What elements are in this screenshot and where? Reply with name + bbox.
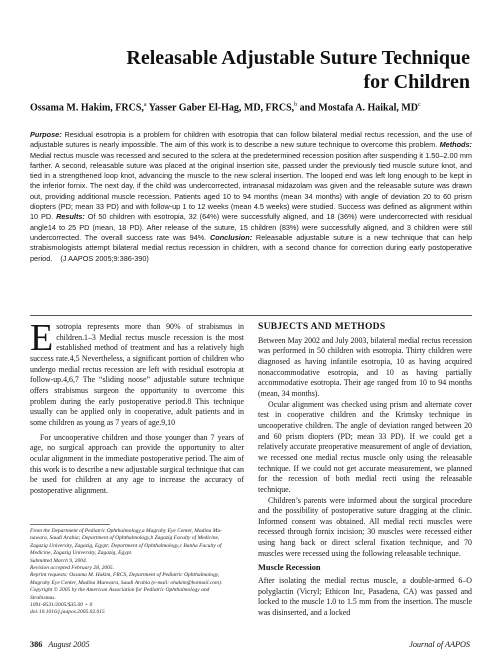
footnote-line: Copyright © 2005 by the American Association for Pediatric Ophthalmology and — [30, 587, 210, 594]
abstract-methods-label: Methods: — [439, 140, 472, 150]
footnote-line: Revision accepted February 28, 2005. — [30, 565, 115, 572]
issue-date: August 2005 — [48, 640, 90, 649]
footnote-line: From the Department of Pediatric Ophthalmology,a Magraby Eye Center, Madina Mu- — [30, 528, 222, 534]
abstract — [30, 130, 472, 264]
abstract-purpose-text: Residual esotropia is a problem for children with esotropia that can follow bilateral medial rectus recession, and the use of adjustable sutures is nearly impossible. The aim of this work is to describe a new suture technique to overcome this problem. — [30, 130, 472, 150]
muscle-recession-heading: Muscle Recession — [258, 563, 321, 573]
footnote-line: Zagazig University, Zagazig, Egypt; Department of Ophthalmology,c Banha Faculty of — [30, 542, 222, 549]
intro-p1-text: sotropia represents more than 90% of strabismus in children.1–3 Medial rectus muscle recession is the most established method of treatment and has a relatively high success rate.4,5 Nevertheless, a significant portion of children who undergo medial rectus recession are left with residual esotropia at follow-up.4,6,7 The “sliding noose” adjustable suture technique offers strabismus surgeon the opportunity to overcome this problem during the early postoperative period.8 This technique usually can be applied only in cooperative, adult patients and in some children as young as 7 years of age.9,10 — [30, 322, 244, 427]
footnote-line: nawara, Saudi Arabia; Department of Ophthalmology,b Zagazig Faculty of Medicine, — [30, 535, 220, 542]
methods-paragraph-2: Ocular alignment was checked using prism and alternate cover test in cooperative children and the Krimsky technique in uncooperative children. The angle of deviation ranged between 20 and 60 prism diopters (PD; mean 33 PD). If we could get a relatively accurate preoperative measurement of angle of deviation, we recessed one medial rectus muscle only using the releasable technique. If we could not get accurate measurement, we planned for the recession of both medial recti using the releasable technique. — [258, 399, 472, 494]
footer-left — [30, 640, 90, 649]
abstract-results-label: Results: — [56, 212, 85, 222]
footnote-line: doi:10.1016/j.jaapos.2005.02.015 — [30, 609, 105, 616]
author-3-affil: c — [418, 102, 421, 108]
footnote-line: Submitted March 9, 2004. — [30, 557, 88, 564]
article-title — [30, 46, 470, 94]
author-list — [30, 102, 470, 113]
abstract-methods-text: Medial rectus muscle was recessed and secured to the sclera at the predetermined recession position after suspending it 1.50–2.00 mm farther. A second, releasable suture was placed at the original insertion site, passed under the previously tied muscle suture knot, and tied in a strengthened loop knot, advancing the muscle to the new scleral insertion. The looped end was left long enough to be kept in the inferior fornix. The next day, if the child was undercorrected, intranasal midazolam was given and the releasable suture was drawn out, providing additional muscle recession. Patients aged 10 to 94 months (mean 34 months) with angle of deviation 20 to 60 prism diopters (PD; mean 33 PD) and with follow-up 1 to 12 weeks (mean 4.5 weeks) were studied. Success was defined as alignment within 10 PD. — [30, 150, 472, 222]
footnote-line: Reprint requests: Ossama M. Hakim, FRCS, Department of Pediatric Ophthalmology, — [30, 572, 220, 579]
author-3: and Mostafa A. Haikal, MD — [297, 102, 419, 114]
title-line-2: for Children — [363, 71, 470, 93]
footnote-line: Strabismus. — [30, 594, 56, 601]
abstract-citation: (J AAPOS 2005;9:386-390) — [52, 253, 149, 263]
left-column — [30, 317, 244, 497]
author-1-affil: a — [143, 102, 147, 108]
abstract-results-text: Of 50 children with esotropia, 32 (64%) were successfully aligned, and 18 (36%) were undercorrected with residual angle14 to 25 PD (mean, 18 PD). After release of the suture, 15 children (83%) were successfully aligned, and 3 children were still undercorrected. The overall success rate was 94%. — [30, 212, 472, 242]
journal-name: Journal of AAPOS — [409, 640, 470, 649]
methods-heading: SUBJECTS AND METHODS — [258, 322, 386, 332]
abstract-conclusion-text: Releasable adjustable suture is a new technique that can help strabismologists attempt bilateral medial rectus recession in children, with a second chance for correction during early postoperative period. — [30, 232, 473, 263]
footnote-line: Magraby Eye Center, Madina Munwara, Saudi Arabia (e-mail: ohakim@hotmail.com). — [30, 579, 223, 586]
author-2-affil: b — [294, 102, 298, 108]
footnote-line: Medicine, Zagazig University, Zagazig, Egypt. — [30, 550, 133, 557]
footnotes — [30, 528, 244, 617]
abstract-conclusion-label: Conclusion: — [209, 232, 253, 242]
drop-cap: E — [30, 317, 54, 359]
intro-paragraph-1 — [30, 317, 244, 429]
abstract-divider — [30, 315, 472, 316]
author-1: Ossama M. Hakim, FRCS, — [30, 102, 144, 114]
footnote-divider — [30, 524, 110, 525]
page-number: 386 — [30, 640, 43, 649]
methods-paragraph-1: Between May 2002 and July 2003, bilateral medial rectus recession was performed in 50 children with esotropia. Thirty children were diagnosed as having infantile esotropia, 10 as having acquired nonaccommodative esotropia, and 10 as having partially accommodative esotropia. Their age ranged from 10 to 94 months (mean, 34 months). — [258, 335, 472, 398]
intro-paragraph-2: For uncooperative children and those younger than 7 years of age, no surgical approach can provide the opportunity to alter ocular alignment in the immediate postoperative period. The aim of this work is to describe a new adjustable surgical technique that can be used for children at any age to increase the accuracy of postoperative alignment. — [30, 432, 244, 495]
author-2: Yasser Gaber El-Hag, MD, FRCS, — [146, 102, 295, 114]
footnote-line: 1091-8531/2005/$35.00 + 0 — [30, 602, 93, 609]
right-column — [258, 322, 472, 619]
methods-paragraph-4: After isolating the medial rectus muscle, a double-armed 6–O polyglactin (Vicryl; Ethicon Inc, Pasadena, CA) was passed and locked to the muscle 1.0 to 1.5 mm from the insertion. The muscle was disinserted, and a locked — [258, 576, 472, 618]
title-line-1: Releasable Adjustable Suture Technique — [126, 47, 470, 69]
abstract-purpose-label: Purpose: — [30, 130, 62, 139]
methods-paragraph-3: Children’s parents were informed about the surgical procedure and the possibility of postoperative suture dragging at the clinic. Informed consent was obtained. All medial recti muscles were recessed through fornix incision; 30 muscles were recessed either using hang back or direct scleral fixation technique, and 70 muscles were recessed using the following releasable technique. — [258, 495, 472, 558]
